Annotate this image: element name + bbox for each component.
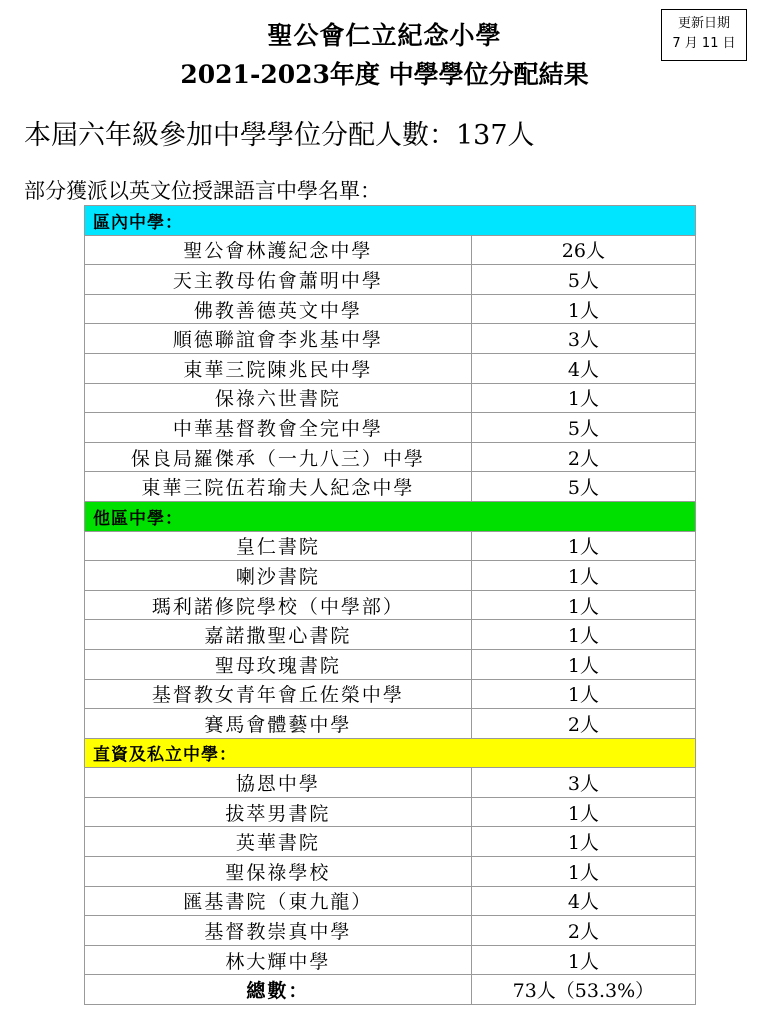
update-label: 更新日期 (677, 16, 730, 31)
school-name: 中華基督教會全完中學 (85, 413, 472, 443)
table-row (85, 620, 696, 650)
student-count: 5人 (471, 472, 695, 502)
student-count: 2人 (471, 916, 695, 946)
table-row (85, 945, 696, 975)
school-title: 聖公會仁立紀念小學 (267, 21, 502, 50)
student-count: 5人 (471, 265, 695, 295)
section-title: 他區中學： (85, 501, 696, 531)
student-count: 1人 (471, 294, 695, 324)
table-row (85, 383, 696, 413)
student-count: 4人 (471, 353, 695, 383)
allocation-table (84, 205, 696, 1005)
school-name: 嘉諾撒聖心書院 (85, 620, 472, 650)
school-name: 聖公會林護紀念中學 (85, 235, 472, 265)
table-row (85, 857, 696, 887)
page-subtitle: 2021-2023年度 中學學位分配結果 (180, 60, 589, 89)
school-name: 天主教母佑會蕭明中學 (85, 265, 472, 295)
student-count: 1人 (471, 620, 695, 650)
student-count: 1人 (471, 827, 695, 857)
table-row (85, 413, 696, 443)
school-name: 順德聯誼會李兆基中學 (85, 324, 472, 354)
allocation-table-body (85, 206, 696, 1005)
school-name: 拔萃男書院 (85, 797, 472, 827)
school-name: 英華書院 (85, 827, 472, 857)
student-count: 1人 (471, 797, 695, 827)
table-row (85, 353, 696, 383)
table-row (85, 265, 696, 295)
school-name: 東華三院陳兆民中學 (85, 353, 472, 383)
table-row (85, 709, 696, 739)
table-row (85, 531, 696, 561)
school-name: 喇沙書院 (85, 561, 472, 591)
section-title: 區內中學： (85, 206, 696, 236)
school-name: 基督教崇真中學 (85, 916, 472, 946)
student-count: 1人 (471, 561, 695, 591)
table-row (85, 768, 696, 798)
table-row (85, 916, 696, 946)
table-row (85, 679, 696, 709)
student-count: 1人 (471, 649, 695, 679)
student-count: 4人 (471, 886, 695, 916)
table-row (85, 797, 696, 827)
total-value: 73人（53.3%） (471, 975, 695, 1005)
table-row (85, 827, 696, 857)
section-header-row (85, 206, 696, 236)
student-count: 26人 (471, 235, 695, 265)
student-count: 1人 (471, 383, 695, 413)
total-label: 總數： (85, 975, 472, 1005)
school-name: 賽馬會體藝中學 (85, 709, 472, 739)
table-row (85, 472, 696, 502)
school-name: 保祿六世書院 (85, 383, 472, 413)
school-name: 聖保祿學校 (85, 857, 472, 887)
student-count: 1人 (471, 945, 695, 975)
table-row (85, 324, 696, 354)
total-row (85, 975, 696, 1005)
school-name: 林大輝中學 (85, 945, 472, 975)
section-header-row (85, 738, 696, 768)
school-name: 皇仁書院 (85, 531, 472, 561)
section-header-row (85, 501, 696, 531)
update-date-box (661, 9, 747, 61)
student-count: 1人 (471, 679, 695, 709)
student-count: 2人 (471, 709, 695, 739)
school-name: 匯基書院（東九龍） (85, 886, 472, 916)
school-name: 保良局羅傑承（一九八三）中學 (85, 442, 472, 472)
table-row (85, 442, 696, 472)
section-title: 直資及私立中學： (85, 738, 696, 768)
table-row (85, 886, 696, 916)
participant-summary: 本屆六年級參加中學學位分配人數：137人 (24, 120, 535, 151)
school-name: 瑪利諾修院學校（中學部） (85, 590, 472, 620)
table-row (85, 294, 696, 324)
student-count: 3人 (471, 768, 695, 798)
school-name: 基督教女青年會丘佐榮中學 (85, 679, 472, 709)
student-count: 2人 (471, 442, 695, 472)
student-count: 3人 (471, 324, 695, 354)
table-row (85, 561, 696, 591)
school-name: 聖母玫瑰書院 (85, 649, 472, 679)
list-heading: 部分獲派以英文位授課語言中學名單： (24, 179, 381, 203)
table-row (85, 235, 696, 265)
update-date: 7 月 11 日 (672, 36, 736, 51)
school-name: 協恩中學 (85, 768, 472, 798)
student-count: 1人 (471, 857, 695, 887)
student-count: 1人 (471, 531, 695, 561)
table-row (85, 590, 696, 620)
student-count: 5人 (471, 413, 695, 443)
student-count: 1人 (471, 590, 695, 620)
table-row (85, 649, 696, 679)
school-name: 東華三院伍若瑜夫人紀念中學 (85, 472, 472, 502)
school-name: 佛教善德英文中學 (85, 294, 472, 324)
